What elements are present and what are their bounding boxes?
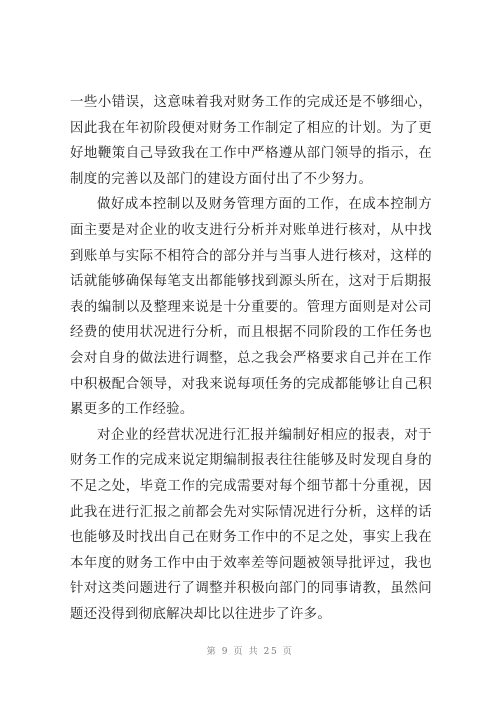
document-body [70,90,432,627]
paragraph-cost-control: 做好成本控制以及财务管理方面的工作，在成本控制方面主要是对企业的收支进行分析并对账单进行核对，从中找到账单与实际不相符合的部分并与当事人进行核对，这样的话就能够确保每笔支出都能够找到源头所在，这对于后期报表的编制以及整理来说是十分重要的。管理方面则是对公司经费的使用状况进行分析，而且根据不同阶段的工作任务也会对自身的做法进行调整，总之我会严格要求自己并在工作中积极配合领导，对我来说每项任务的完成都能够让自己积累更多的工作经验。 [70,197,432,418]
paragraph-continuation: 一些小错误，这意味着我对财务工作的完成还是不够细心，因此我在年初阶段便对财务工作制定了相应的计划。为了更好地鞭策自己导致我在工作中严格遵从部门领导的指示，在制度的完善以及部门的建设方面付出了不少努力。 [70,95,432,187]
page-number-footer: 第 9 页 共 25 页 [206,647,294,657]
paragraph-reporting: 对企业的经营状况进行汇报并编制好相应的报表，对于财务工作的完成来说定期编制报表往往能够及时发现自身的不足之处，毕竟工作的完成需要对每个细节都十分重视，因此我在进行汇报之前都会先对实际情况进行分析，这样的话也能够及时找出自己在财务工作中的不足之处，事实上我在本年度的财务工作中由于效率差等问题被领导批评过，我也针对这类问题进行了调整并积极向部门的同事请教，虽然问题还没得到彻底解决却比以往进步了许多。 [70,427,432,622]
